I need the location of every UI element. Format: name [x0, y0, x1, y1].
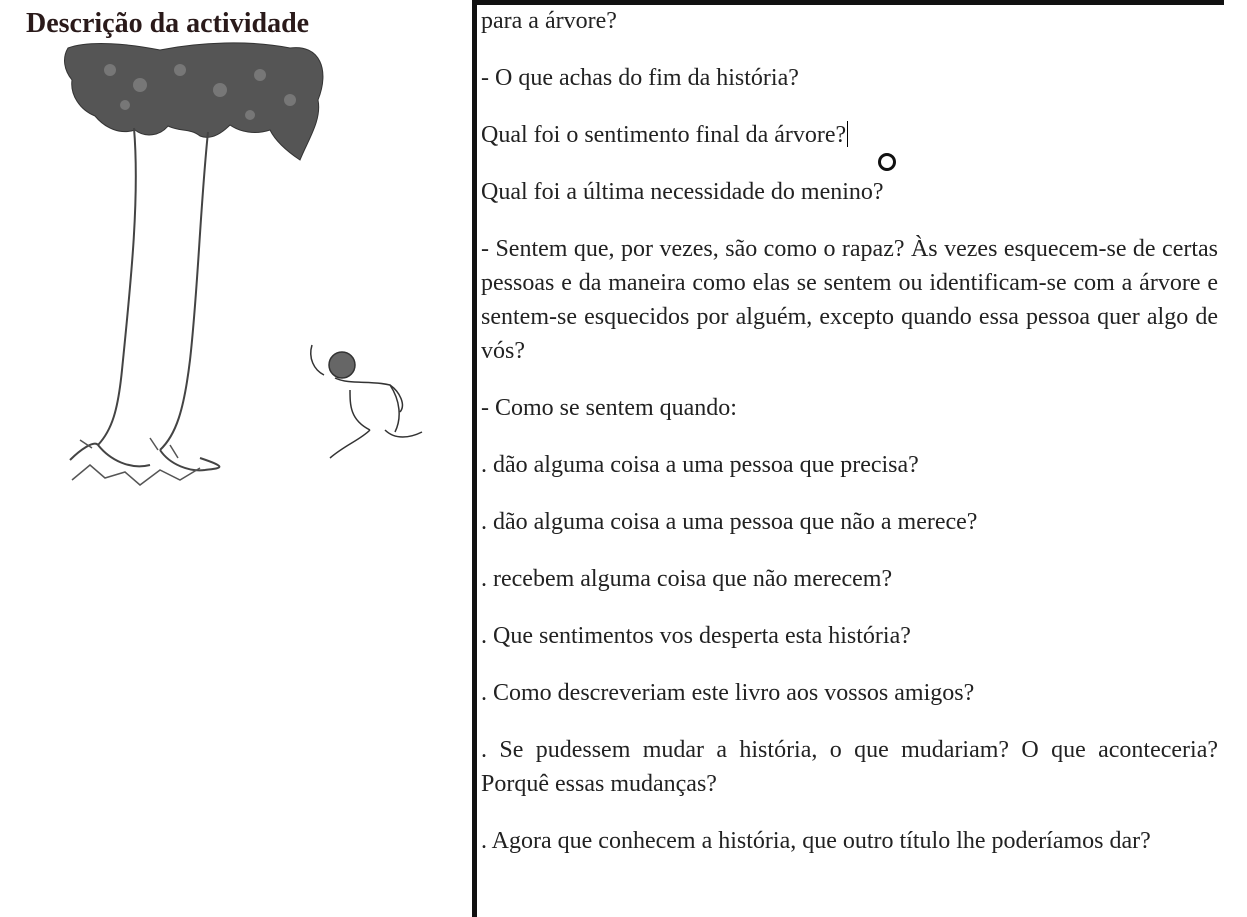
text-paragraph: - Sentem que, por vezes, são como o rapaz? Às vezes esquecem-se de certas pessoas e da maneira como elas se sentem ou identificam-se com a árvore e sentem-se esquecidos por alguém, excepto quando essa pessoa quer algo de vós?: [481, 236, 1218, 364]
text-line: Qual foi a última necessidade do menino?: [481, 179, 884, 205]
text-caret: [847, 121, 848, 147]
text-line: . Como descreveriam este livro aos vossos amigos?: [481, 680, 975, 706]
running-boy: [311, 345, 422, 458]
text-paragraph: . Se pudessem mudar a história, o que mudariam? O que aconteceria? Porquê essas mudanças?: [481, 737, 1218, 797]
document-body[interactable]: [481, 4, 1218, 881]
text-line: . recebem alguma coisa que não merecem?: [481, 566, 893, 592]
text-line: Qual foi o sentimento final da árvore?: [481, 122, 847, 148]
busy-cursor-icon: [878, 153, 896, 171]
tree-and-boy-illustration: [50, 40, 450, 510]
text-line: - Como se sentem quando:: [481, 395, 737, 421]
text-line: . dão alguma coisa a uma pessoa que não a merece?: [481, 509, 978, 535]
text-line: - O que achas do fim da história?: [481, 65, 799, 91]
page-title: Descrição da actividade: [26, 8, 310, 39]
text-line: . dão alguma coisa a uma pessoa que precisa?: [481, 452, 919, 478]
text-line: para a árvore?: [481, 8, 617, 34]
text-line: . Que sentimentos vos desperta esta história?: [481, 623, 911, 649]
text-paragraph: . Agora que conhecem a história, que outro título lhe poderíamos dar?: [481, 828, 1151, 854]
tree-trunk: [70, 128, 219, 470]
text-line-with-caret: [481, 118, 1218, 152]
